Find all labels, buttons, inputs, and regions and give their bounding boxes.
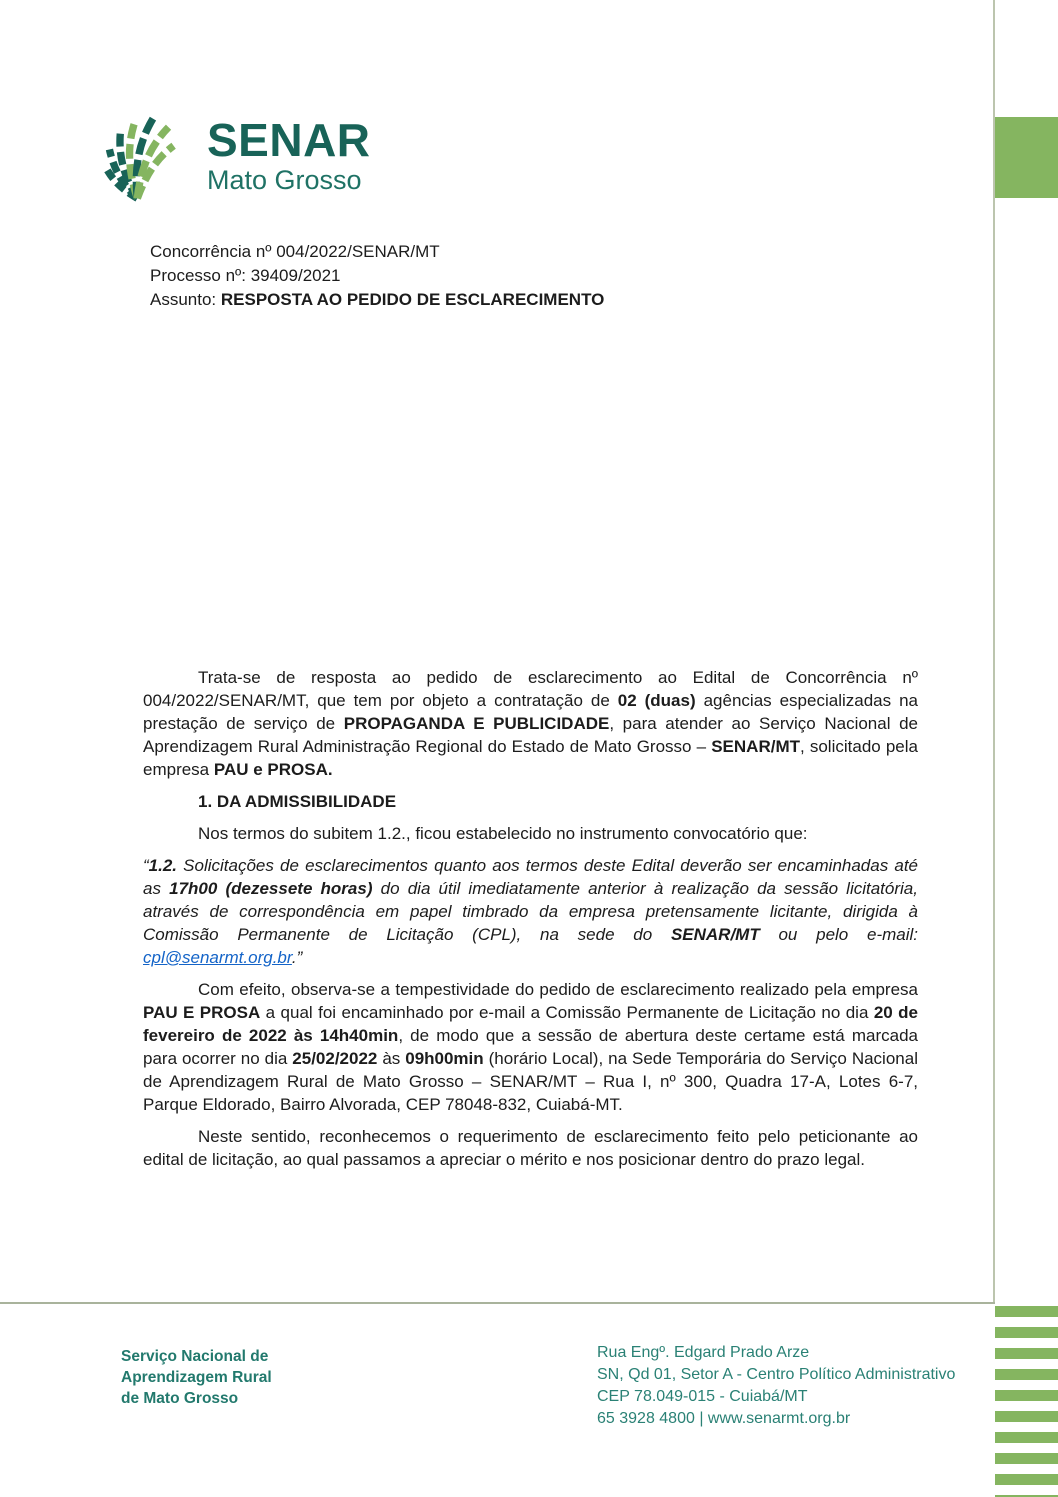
footer-divider-line — [0, 1302, 995, 1304]
footer-organization — [121, 1346, 272, 1409]
right-rail-square — [995, 117, 1058, 198]
meta-line-concorrencia: Concorrência nº 004/2022/SENAR/MT — [150, 242, 440, 261]
footer-address-line: CEP 78.049-015 - Cuiabá/MT — [597, 1388, 808, 1405]
logo-text — [207, 113, 371, 196]
footer-address-line: SN, Qd 01, Setor A - Centro Político Administrativo — [597, 1366, 956, 1383]
meta-line-processo: Processo nº: 39409/2021 — [150, 266, 341, 285]
logo-title: SENAR — [207, 113, 371, 166]
document-meta — [150, 240, 604, 312]
footer-org-line: Aprendizagem Rural — [121, 1369, 272, 1386]
bottom-right-stripes — [995, 1306, 1058, 1497]
footer-org-line: Serviço Nacional de — [121, 1348, 269, 1365]
meta-line-assunto: Assunto: RESPOSTA AO PEDIDO DE ESCLARECIMENTO — [150, 290, 605, 309]
senar-logo — [95, 110, 371, 202]
paragraph-nos-termos: Nos termos do subitem 1.2., ficou estabelecido no instrumento convocatório que: — [198, 824, 808, 843]
footer-address-line: Rua Engº. Edgard Prado Arze — [597, 1344, 810, 1361]
senar-logo-mark — [95, 110, 187, 202]
logo-subtitle: Mato Grosso — [207, 164, 362, 195]
paragraph-neste-sentido: Neste sentido, reconhecemos o requerimento de esclarecimento feito pelo peticionante ao edital de licitação, ao qual passamos a apreciar o mérito e nos posicionar dentro do prazo legal. — [143, 1127, 918, 1169]
section-heading-admissibilidade: 1. DA ADMISSIBILIDADE — [198, 792, 397, 811]
quote-subitem-1-2: “1.2. Solicitações de esclarecimentos quanto aos termos deste Edital deverão ser encaminhadas até as 17h00 (dezessete horas) do dia útil imediatamente anterior à realização da sessão licitatória, através de correspondência em papel timbrado da empresa pretensamente licitante, dirigida à Comissão Permanente de Licitação (CPL), na sede do SENAR/MT ou pelo e-mail: cpl@senarmt.org.br.” — [143, 856, 919, 967]
footer-address-line: 65 3928 4800 | www.senarmt.org.br — [597, 1410, 851, 1427]
paragraph-com-efeito: Com efeito, observa-se a tempestividade do pedido de esclarecimento realizado pela empresa PAU E PROSA a qual foi encaminhado por e-mail a Comissão Permanente de Licitação no dia 20 de fevereiro de 2022 às 14h40min, de modo que a sessão de abertura deste certame está marcada para ocorrer no dia 25/02/2022 às 09h00min (horário Local), na Sede Temporária do Serviço Nacional de Aprendizagem Rural de Mato Grosso – SENAR/MT – Rua I, nº 300, Quadra 17-A, Lotes 6-7, Parque Eldorado, Bairro Alvorada, CEP 78048-832, Cuiabá-MT. — [143, 980, 919, 1114]
email-link[interactable]: cpl@senarmt.org.br — [143, 948, 292, 967]
paragraph-intro: Trata-se de resposta ao pedido de esclarecimento ao Edital de Concorrência nº 004/2022/SENAR/MT, que tem por objeto a contratação de 02 (duas) agências especializadas na prestação de serviço de PROPAGANDA E PUBLICIDADE, para atender ao Serviço Nacional de Aprendizagem Rural Administração Regional do Estado de Mato Grosso – SENAR/MT, solicitado pela empresa PAU e PROSA. — [143, 668, 918, 779]
document-body — [143, 666, 918, 1180]
footer-org-line: de Mato Grosso — [121, 1390, 239, 1407]
footer-address — [597, 1342, 955, 1430]
